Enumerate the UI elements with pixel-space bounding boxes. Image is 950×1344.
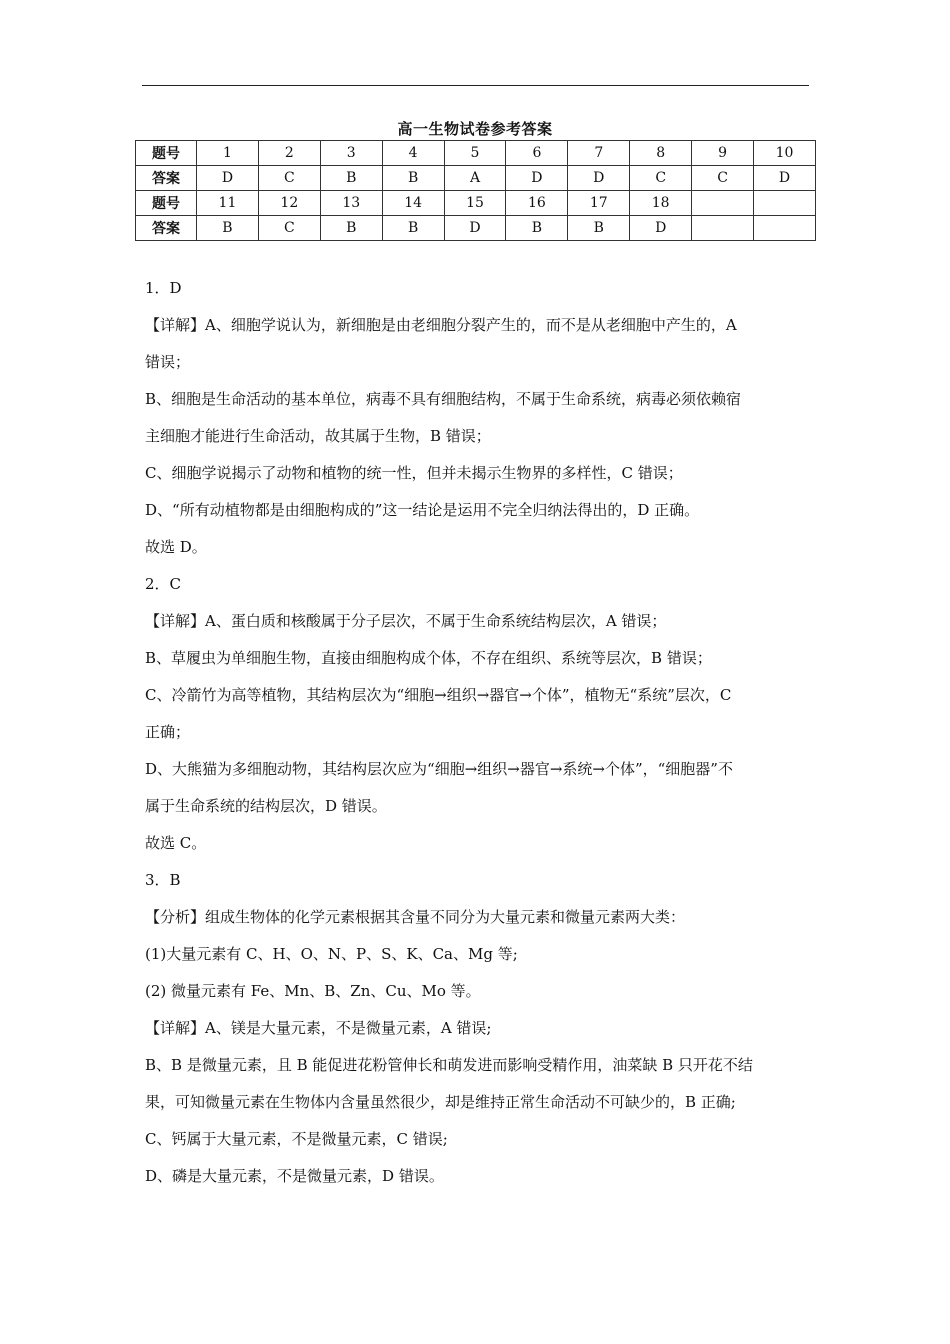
answer-table xyxy=(135,140,816,241)
explanation-line: 【详解】A、蛋白质和核酸属于分子层次，不属于生命系统结构层次，A 错误； xyxy=(145,612,667,630)
table-cell: 9 xyxy=(692,141,754,166)
table-cell: D xyxy=(506,166,568,191)
table-cell: C xyxy=(258,166,320,191)
explanation-line: 正确； xyxy=(145,723,191,741)
explanation-line: B、草履虫为单细胞生物，直接由细胞构成个体，不存在组织、系统等层次，B 错误； xyxy=(145,649,712,667)
explanation-line: B、B 是微量元素，且 B 能促进花粉管伸长和萌发进而影响受精作用，油菜缺 B 只开花不结 xyxy=(145,1056,753,1074)
table-cell: D xyxy=(568,166,630,191)
row-label: 答案 xyxy=(136,216,197,241)
table-cell: 13 xyxy=(320,191,382,216)
explanation-line: 主细胞才能进行生命活动，故其属于生物，B 错误； xyxy=(145,427,491,445)
explanation-line: C、细胞学说揭示了动物和植物的统一性，但并未揭示生物界的多样性，C 错误； xyxy=(145,464,683,482)
table-row xyxy=(136,166,816,191)
row-label: 题号 xyxy=(136,191,197,216)
table-cell: B xyxy=(320,166,382,191)
table-cell: 18 xyxy=(630,191,692,216)
explanation-line: 属于生命系统的结构层次，D 错误。 xyxy=(145,797,387,815)
table-cell: D xyxy=(444,216,506,241)
table-cell: 16 xyxy=(506,191,568,216)
explanation-line: 错误； xyxy=(145,353,191,371)
table-cell: D xyxy=(754,166,816,191)
table-row xyxy=(136,141,816,166)
table-cell: 3 xyxy=(320,141,382,166)
table-cell: D xyxy=(630,216,692,241)
table-cell: A xyxy=(444,166,506,191)
table-cell: 17 xyxy=(568,191,630,216)
table-cell: 4 xyxy=(382,141,444,166)
analysis-line: (2) 微量元素有 Fe、Mn、B、Zn、Cu、Mo 等。 xyxy=(145,982,481,1000)
explanation-line: 果，可知微量元素在生物体内含量虽然很少，却是维持正常生命活动不可缺少的，B 正确; xyxy=(145,1093,736,1111)
table-cell: 5 xyxy=(444,141,506,166)
explanation-line: 【详解】A、镁是大量元素，不是微量元素，A 错误; xyxy=(145,1019,492,1037)
table-cell: B xyxy=(320,216,382,241)
explanation-line: D、大熊猫为多细胞动物，其结构层次应为“细胞→组织→器官→系统→个体”，“细胞器”不 xyxy=(145,760,733,778)
table-cell: C xyxy=(630,166,692,191)
table-cell xyxy=(692,216,754,241)
table-cell: 14 xyxy=(382,191,444,216)
row-label: 题号 xyxy=(136,141,197,166)
table-cell: 12 xyxy=(258,191,320,216)
question-number: 2．C xyxy=(145,575,182,593)
table-cell: B xyxy=(382,216,444,241)
table-cell: 2 xyxy=(258,141,320,166)
conclusion-line: 故选 C。 xyxy=(145,834,207,852)
explanation-line: 【详解】A、细胞学说认为，新细胞是由老细胞分裂产生的，而不是从老细胞中产生的，A xyxy=(145,316,737,334)
table-cell: 1 xyxy=(197,141,259,166)
table-cell: 8 xyxy=(630,141,692,166)
table-cell xyxy=(754,216,816,241)
analysis-line: 【分析】组成生物体的化学元素根据其含量不同分为大量元素和微量元素两大类： xyxy=(145,908,686,926)
table-cell: 15 xyxy=(444,191,506,216)
explanation-line: B、细胞是生命活动的基本单位，病毒不具有细胞结构，不属于生命系统，病毒必须依赖宿 xyxy=(145,390,742,408)
analysis-line: (1)大量元素有 C、H、O、N、P、S、K、Ca、Mg 等; xyxy=(145,945,518,963)
answer-explanations xyxy=(145,270,815,1195)
table-cell: 7 xyxy=(568,141,630,166)
table-cell: B xyxy=(506,216,568,241)
table-cell: B xyxy=(197,216,259,241)
table-cell: B xyxy=(568,216,630,241)
table-row xyxy=(136,191,816,216)
table-cell: 11 xyxy=(197,191,259,216)
conclusion-line: 故选 D。 xyxy=(145,538,207,556)
table-cell: C xyxy=(692,166,754,191)
explanation-line: C、冷箭竹为高等植物，其结构层次为“细胞→组织→器官→个体”，植物无“系统”层次，C xyxy=(145,686,732,704)
question-number: 1．D xyxy=(145,279,182,297)
table-row xyxy=(136,216,816,241)
explanation-line: C、钙属于大量元素，不是微量元素，C 错误; xyxy=(145,1130,448,1148)
table-cell: C xyxy=(258,216,320,241)
explanation-line: D、“所有动植物都是由细胞构成的”这一结论是运用不完全归纳法得出的，D 正确。 xyxy=(145,501,700,519)
table-cell: 6 xyxy=(506,141,568,166)
row-label: 答案 xyxy=(136,166,197,191)
table-cell: B xyxy=(382,166,444,191)
explanation-line: D、磷是大量元素，不是微量元素，D 错误。 xyxy=(145,1167,444,1185)
question-number: 3．B xyxy=(145,871,181,889)
table-cell: D xyxy=(197,166,259,191)
page-title: 高一生物试卷参考答案 xyxy=(397,120,553,138)
table-cell: 10 xyxy=(754,141,816,166)
table-cell xyxy=(692,191,754,216)
header-rule xyxy=(142,85,809,86)
table-cell xyxy=(754,191,816,216)
